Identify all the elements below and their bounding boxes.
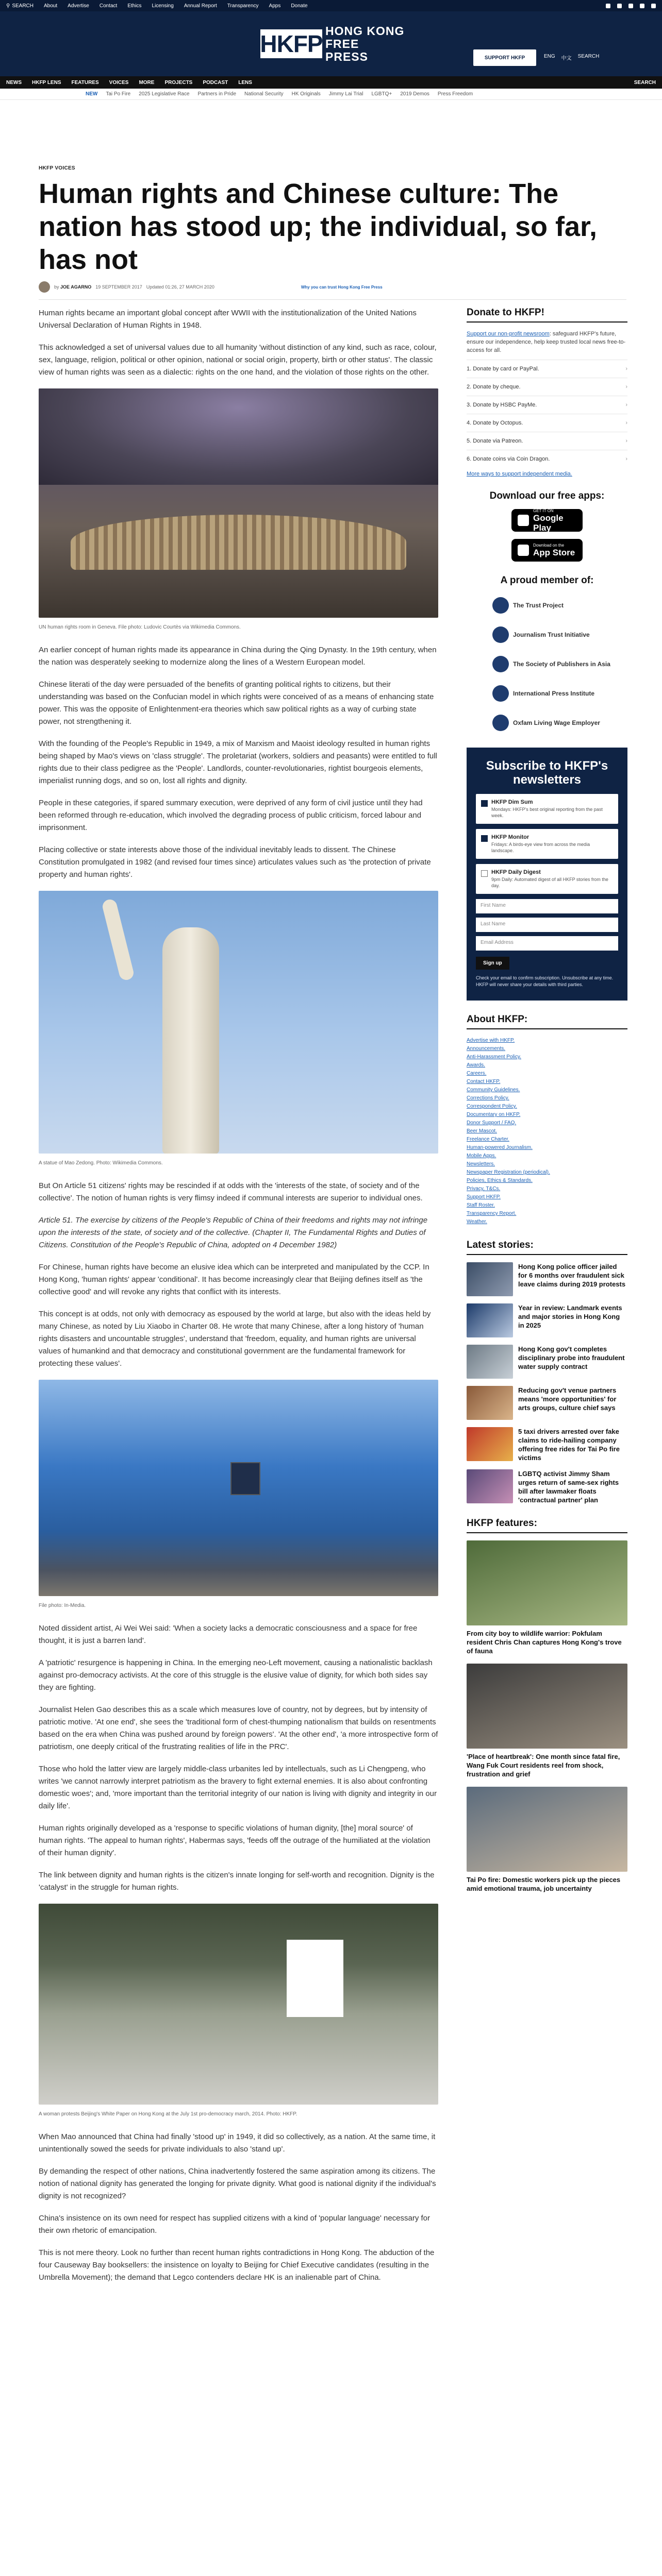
trending-item[interactable]: Press Freedom	[437, 91, 473, 97]
about-link[interactable]: Donor Support / FAQ.	[467, 1120, 517, 1126]
about-link[interactable]: Announcements.	[467, 1046, 506, 1052]
trending-item[interactable]: LGBTQ+	[371, 91, 392, 97]
chevron-right-icon: ›	[625, 438, 627, 444]
about-link[interactable]: Community Guidelines.	[467, 1087, 520, 1093]
chevron-right-icon: ›	[625, 402, 627, 408]
signup-button[interactable]: Sign up	[476, 957, 509, 970]
trending-item[interactable]: Jimmy Lai Trial	[328, 91, 363, 97]
header-search[interactable]: SEARCH	[577, 54, 600, 59]
donate-option[interactable]: 2. Donate by cheque. ›	[467, 378, 627, 396]
figure-caption: A statue of Mao Zedong. Photo: Wikimedia Commons.	[39, 1160, 163, 1166]
paragraph: With the founding of the People's Republic in 1949, a mix of Marxism and Maoist ideology resulted in human rights being shaped by Mao's views on 'class struggle'. The proletariat (workers, soldiers and peasants) were entitled to full rights due to their class pedigree as the 'People'. Landlords, counter-revolutionaries, rightist bourgeois elements, imperialist running dogs, and so on, lost all rights and dignity.	[39, 739, 437, 785]
apps-heading: Download our free apps:	[489, 490, 605, 501]
paragraph: This concept is at odds, not only with democracy as espoused by the world at large, but also with the ideas held by many Chinese, as noted by Liu Xiaobo in Charter 08. He wrote that many Chinese, after a long history of 'human rights disasters and uncountable struggles', understand that 'freedom, equality, and human rights are universal values of humankind and that democracy and constitutional government are the fundamental framework for protecting these values'.	[39, 1310, 431, 1368]
trust-project-icon	[492, 597, 509, 614]
member-logo[interactable]: Oxfam Living Wage Employer	[492, 711, 627, 734]
chevron-right-icon: ›	[625, 456, 627, 462]
oxfam-icon	[492, 715, 509, 731]
updated-date: Updated 01:26, 27 MARCH 2020	[146, 284, 214, 290]
about-link[interactable]: Beer Mascot.	[467, 1128, 497, 1134]
ipi-icon	[492, 685, 509, 702]
chevron-right-icon: ›	[625, 420, 627, 426]
paragraph: When Mao announced that China had finally 'stood up' in 1949, it did so collectively, as a nation. At the same time, it unintentionally sowed the seeds for private individuals to also 'stand up'.	[39, 2132, 436, 2154]
story-thumbnail	[467, 1303, 513, 1337]
topbar-link-ethics[interactable]: Ethics	[127, 3, 142, 9]
latest-section	[467, 1240, 627, 1504]
sopa-icon	[492, 656, 509, 672]
protest-march-image	[39, 1904, 438, 2105]
topbar-link-licensing[interactable]: Licensing	[152, 3, 174, 9]
figure	[39, 388, 438, 634]
features-section	[467, 1518, 627, 1893]
nav-projects[interactable]: PROJECTS	[164, 79, 193, 86]
nav-news[interactable]: NEWS	[6, 79, 22, 86]
author-avatar	[39, 281, 50, 293]
figure-caption: UN human rights room in Geneva. File photo: Ludovic Courtès via Wikimedia Commons.	[39, 624, 241, 630]
category-label[interactable]: HKFP VOICES	[39, 165, 75, 171]
latest-story[interactable]: LGBTQ activist Jimmy Sham urges return of same-sex rights bill after lawmaker floats 'contractual partner' plan	[467, 1469, 627, 1504]
trending-item[interactable]: Tai Po Fire	[106, 91, 131, 97]
mao-statue-image	[39, 891, 438, 1154]
nav-podcast[interactable]: PODCAST	[203, 79, 228, 86]
app-store-button[interactable]: Download on the App Store	[511, 539, 583, 562]
support-hkfp-button[interactable]: SUPPORT HKFP	[473, 49, 536, 66]
last-name-input[interactable]: Last Name	[476, 918, 618, 932]
about-link[interactable]: Freelance Charter.	[467, 1137, 509, 1142]
feature-story[interactable]: Tai Po fire: Domestic workers pick up the pieces amid emotional trauma, job uncertainty	[467, 1787, 627, 1893]
about-link[interactable]: Transparency Report.	[467, 1211, 517, 1216]
paragraph: Noted dissident artist, Ai Wei Wei said: 'When a society lacks a democratic consciousness and a space for free thought, it is just a barren land'.	[39, 1624, 418, 1645]
members-heading: A proud member of:	[500, 575, 594, 586]
hkfp-logo[interactable]: HKFP HONG KONG FREE PRESS	[260, 24, 405, 63]
newsletter-note: Check your email to confirm subscription. Unsubscribe at any time. HKFP will never share your details with third parties.	[476, 975, 614, 987]
header-utilities	[544, 54, 599, 61]
trust-link[interactable]: Why you can trust Hong Kong Free Press	[301, 284, 383, 290]
story-thumbnail	[467, 1345, 513, 1379]
member-logo[interactable]: International Press Institute	[492, 682, 627, 705]
paragraph: Placing collective or state interests above those of the individual inevitably leads to dissent. The Chinese Constitution promulgated in 1982 (and revised four times since) articulates values such as 'the protection of private property and human rights'.	[39, 845, 431, 879]
about-link[interactable]: Careers.	[467, 1071, 487, 1076]
jti-icon	[492, 626, 509, 643]
youtube-icon[interactable]	[640, 4, 644, 8]
about-link[interactable]: Newspaper Registration (periodical).	[467, 1170, 550, 1175]
members-section	[467, 575, 627, 734]
paragraph: The link between dignity and human rights is the citizen's innate longing for self-worth and recognition. Dignity is the 'catalyst' in the struggle for human rights.	[39, 1871, 435, 1892]
newsletter-box	[467, 748, 627, 1001]
newsletter-option[interactable]: HKFP Monitor Fridays: A birds-eye view from across the media landscape.	[476, 829, 618, 859]
figure-caption: A woman protests Beijing's White Paper on Hong Kong at the July 1st pro-democracy march, 2014. Photo: HKFP.	[39, 2111, 297, 2117]
about-section	[467, 1014, 627, 1226]
donate-link[interactable]: Support our non-profit newsroom	[467, 331, 550, 337]
chevron-right-icon: ›	[625, 366, 627, 372]
topbar-link-contact[interactable]: Contact	[99, 3, 118, 9]
latest-story[interactable]: Hong Kong police officer jailed for 6 months over fraudulent sick leave claims during 2019 protests	[467, 1262, 627, 1296]
nav-hkfp-lens[interactable]: HKFP LENS	[32, 79, 61, 86]
paragraph: Those who hold the latter view are largely middle-class urbanites led by intellectuals, such as Li Chengpeng, who writes 'we cannot narrowly interpret patriotism as the bravery to fight external enemies. It is also about confronting domestic woes'; and, 'more important than the territorial integrity of our nation is living with dignity and integrity in our daily life'.	[39, 1765, 437, 1810]
story-thumbnail	[467, 1427, 513, 1461]
story-thumbnail	[467, 1469, 513, 1503]
feature-image	[467, 1540, 627, 1625]
play-store-icon	[518, 515, 529, 526]
about-link[interactable]: Awards.	[467, 1062, 485, 1068]
latest-story[interactable]: 5 taxi drivers arrested over fake claims to ride-hailing company offering free rides for Tai Po fire victims	[467, 1427, 627, 1462]
about-link[interactable]: Mobile Apps.	[467, 1153, 496, 1159]
checkbox[interactable]	[481, 870, 488, 877]
un-human-rights-room-image	[39, 388, 438, 618]
latest-story[interactable]: Reducing gov't venue partners means 'more opportunities' for arts groups, culture chief says	[467, 1386, 627, 1420]
topbar-link-annual-report[interactable]: Annual Report	[184, 3, 217, 9]
instagram-icon[interactable]	[628, 4, 633, 8]
apps-section	[467, 490, 627, 562]
chevron-right-icon: ›	[625, 384, 627, 390]
paragraph: Chinese literati of the day were persuaded of the benefits of granting political rights to citizens, but their understanding was based on the Confucian model in which rights were conceived of as a means of enhancing state power. This was the opposite of Enlightenment-era theories which saw political rights as a way of curbing state power, not strengthening it.	[39, 680, 434, 726]
donate-option[interactable]: 6. Donate coins via Coin Dragon. ›	[467, 450, 627, 468]
donate-option[interactable]: 4. Donate by Octopus. ›	[467, 414, 627, 432]
newsletter-title: Subscribe to HKFP's newsletters	[486, 759, 608, 787]
topbar-link-transparency[interactable]: Transparency	[227, 3, 259, 9]
story-thumbnail	[467, 1386, 513, 1420]
paragraph: But On Article 51 citizens' rights may be rescinded if at odds with the 'interests of the state, of society and of the collective'. The notion of human rights is very flimsy indeed if communal interests are superior to individual ones.	[39, 1181, 423, 1202]
nav-lens[interactable]: LENS	[238, 79, 252, 86]
about-link[interactable]: Staff Roster.	[467, 1202, 495, 1208]
donate-option[interactable]: 1. Donate by card or PayPal. ›	[467, 360, 627, 378]
paragraph: People in these categories, if spared summary execution, were deprived of any form of civil justice until they had been reformed through re-education, which involved the degrading process of public criticism, forced labour and imprisonment.	[39, 799, 423, 832]
figure	[39, 1380, 438, 1612]
paragraph: Human rights originally developed as a 'response to specific violations of human dignity, [the] moral source' of human rights. 'The appeal to human rights', Habermas says, 'feeds off the outrage of the humiliated at the violation of their human dignity'.	[39, 1824, 431, 1857]
checkbox[interactable]	[481, 835, 488, 842]
language-english[interactable]: ENG	[544, 54, 555, 59]
first-name-input[interactable]: First Name	[476, 899, 618, 913]
member-logo[interactable]: The Society of Publishers in Asia	[492, 652, 627, 675]
newsletter-option[interactable]: HKFP Daily Digest 9pm Daily: Automated digest of all HKFP stories from the day.	[476, 864, 618, 894]
topbar-link-about[interactable]: About	[44, 3, 58, 9]
feature-image	[467, 1664, 627, 1749]
more-ways-link[interactable]: More ways to support independent media.	[467, 471, 572, 477]
trending-item[interactable]: National Security	[244, 91, 284, 97]
trending-item[interactable]: Partners in Pride	[197, 91, 237, 97]
main-nav	[0, 76, 662, 89]
author-name[interactable]: JOE AGARNO	[60, 284, 92, 290]
latest-heading: Latest stories:	[467, 1240, 627, 1255]
figure	[39, 891, 438, 1170]
article-body	[39, 307, 438, 2294]
features-heading: HKFP features:	[467, 1518, 627, 1533]
figure-caption: File photo: In-Media.	[39, 1603, 86, 1608]
about-link[interactable]: Anti-Harassment Policy.	[467, 1054, 521, 1060]
story-thumbnail	[467, 1262, 513, 1296]
about-link[interactable]: Privacy, T&Cs.	[467, 1186, 501, 1192]
paragraph: China's insistence on its own need for respect has supplied citizens with a kind of 'popular language' necessary for their own rhetoric of emancipation.	[39, 2214, 431, 2235]
seaside-protest-sign-image	[39, 1380, 438, 1596]
divider	[39, 299, 626, 300]
paragraph: Journalist Helen Gao describes this as a scale which measures love of country, not by degrees, but by intensity of patriotic motive. 'At one end', she sees the 'traditional form of chest-thumping nationalism that builds on resentments based on the era when China was pushed around by foreign powers'. 'At the other end', 'a more introspective form of patriotism, one deeply critical of the frustrating realities of life in the PRC'.	[39, 1705, 438, 1751]
byline: by JOE AGARNO 19 SEPTEMBER 2017 Updated 01:26, 27 MARCH 2020 Why you can trust Hong Kong Free Press	[39, 281, 383, 293]
about-heading: About HKFP:	[467, 1014, 627, 1029]
paragraph: For Chinese, human rights have become an elusive idea which can be interpreted and manipulated by the CCP. In Hong Kong, 'human rights' appear 'conditional'. It has become increasingly clear that Beijing defines itself as 'the collective good' and will revoke any rights that conflict with its interests.	[39, 1263, 429, 1296]
feature-image	[467, 1787, 627, 1872]
paragraph: A 'patriotic' resurgence is happening in China. In the emerging neo-Left movement, causing a nationalistic backlash against pro-democracy activists. At the core of this struggle is the elusive value of dignity, for which both sides say they are fighting.	[39, 1658, 433, 1692]
paragraph: This acknowledged a set of universal values due to all humanity 'without distinction of any kind, such as race, colour, sex, language, religion, political or other opinion, national or social origin, property, birth or other status'. The classic view of human rights was seen as a dialectic: rights on the one hand, and the violation of those rights on the other.	[39, 343, 437, 377]
about-link[interactable]: Corrections Policy.	[467, 1095, 509, 1101]
search-link[interactable]: ⚲ SEARCH	[6, 3, 34, 9]
feature-story[interactable]: From city boy to wildlife warrior: Pokfulam resident Chris Chan captures Hong Kong's trove of fauna	[467, 1540, 627, 1655]
trending-item[interactable]: 2019 Demos	[400, 91, 429, 97]
figure	[39, 1904, 438, 2121]
email-input[interactable]: Email Address	[476, 936, 618, 951]
apple-icon	[518, 545, 529, 556]
donate-option[interactable]: 3. Donate by HSBC PayMe. ›	[467, 396, 627, 414]
topbar-link-apps[interactable]: Apps	[269, 3, 281, 9]
paragraph: Human rights became an important global concept after WWII with the institutionalization of the United Nations Universal Declaration of Human Rights in 1948.	[39, 309, 417, 330]
about-link[interactable]: Support HKFP.	[467, 1194, 501, 1200]
sidebar	[467, 307, 627, 1906]
paragraph: This is not mere theory. Look no further than recent human rights contradictions in Hong Kong. The abduction of the four Causeway Bay booksellers: the insistence on loyalty to Beijing for Chief Executive candidates (resulting in the Umbrella Movement); the demand that Legco contenders declare HK is an inalienable part of China.	[39, 2248, 435, 2282]
trending-bar	[0, 89, 662, 100]
latest-story[interactable]: Hong Kong gov't completes disciplinary probe into fraudulent water supply contract	[467, 1345, 627, 1379]
nav-voices[interactable]: VOICES	[109, 79, 129, 86]
donate-option[interactable]: 5. Donate via Patreon. ›	[467, 432, 627, 450]
about-link[interactable]: Documentary on HKFP.	[467, 1112, 521, 1117]
newsletter-option[interactable]: HKFP Dim Sum Mondays: HKFP's best original reporting from the past week.	[476, 794, 618, 824]
member-logo[interactable]: The Trust Project	[492, 594, 627, 617]
donate-options	[467, 360, 627, 468]
about-link[interactable]: Policies, Ethics & Standards.	[467, 1178, 533, 1183]
top-utility-bar	[0, 0, 662, 11]
paragraph: By demanding the respect of other nations, China inadvertently fostered the same aspiration among its citizens. The notion of national dignity has generated the longing for private dignity. What good is national dignity if the individual's dignity is not recognized?	[39, 2167, 436, 2200]
language-chinese[interactable]: 中文	[561, 56, 572, 61]
article-title: Human rights and Chinese culture: The nation has stood up; the individual, so far, has not	[39, 178, 598, 275]
nav-more[interactable]: MORE	[139, 79, 155, 86]
paragraph: An earlier concept of human rights made its appearance in China during the Qing Dynasty. In the 19th century, when the nation was desperately seeking to modernize along the lines of a Western European model.	[39, 646, 437, 667]
about-link[interactable]: Advertise with HKFP.	[467, 1038, 515, 1043]
topbar-link-advertise[interactable]: Advertise	[68, 3, 89, 9]
feature-story[interactable]: 'Place of heartbreak': One month since fatal fire, Wang Fuk Court residents reel from shock, frustration and grief	[467, 1664, 627, 1778]
topbar-link-donate[interactable]: Donate	[291, 3, 308, 9]
checkbox[interactable]	[481, 800, 488, 807]
rss-icon[interactable]	[651, 4, 656, 8]
nav-features[interactable]: FEATURES	[71, 79, 99, 86]
member-logo[interactable]: Journalism Trust Initiative	[492, 623, 627, 646]
twitter-icon[interactable]	[617, 4, 622, 8]
trending-item[interactable]: HK Originals	[291, 91, 321, 97]
about-link[interactable]: Correspondent Policy.	[467, 1104, 517, 1109]
publish-date: 19 SEPTEMBER 2017	[95, 284, 142, 290]
trending-label: NEW	[86, 91, 98, 97]
facebook-icon[interactable]	[606, 4, 610, 8]
about-link[interactable]: Human-powered Journalism.	[467, 1145, 533, 1150]
latest-story[interactable]: Year in review: Landmark events and major stories in Hong Kong in 2025	[467, 1303, 627, 1337]
about-link[interactable]: Newsletters.	[467, 1161, 495, 1167]
donate-section: Donate to HKFP! Support our non-profit newsroom: safeguard HKFP's future, ensure our independence, help keep trusted local news free-to-access for all. 1. Donate by card or PayPal. › 2. Donate by cheque. › 3. Donate by HSBC PayMe. › 4. Donate by Octopus. › 5. Donate via Patreon. › 6. Donate coins via Coin Dragon. › More ways to support independent media.	[467, 307, 627, 477]
blockquote: Article 51. The exercise by citizens of the People's Republic of China of their freedoms and rights may not infringe upon the interests of the state, of society and of the collective. (Chapter II, The Fundamental Rights and Duties of Citizens. Constitution of the People's Republic of China, adopted on 4 December 1982)	[39, 1216, 428, 1249]
nav-search[interactable]: SEARCH	[634, 79, 656, 86]
about-link[interactable]: Weather.	[467, 1219, 487, 1225]
donate-heading: Donate to HKFP!	[467, 307, 627, 323]
google-play-button[interactable]: GET IT ON Google Play	[511, 509, 583, 532]
trending-item[interactable]: 2025 Legislative Race	[139, 91, 190, 97]
site-header	[0, 11, 662, 76]
about-link[interactable]: Contact HKFP.	[467, 1079, 501, 1084]
